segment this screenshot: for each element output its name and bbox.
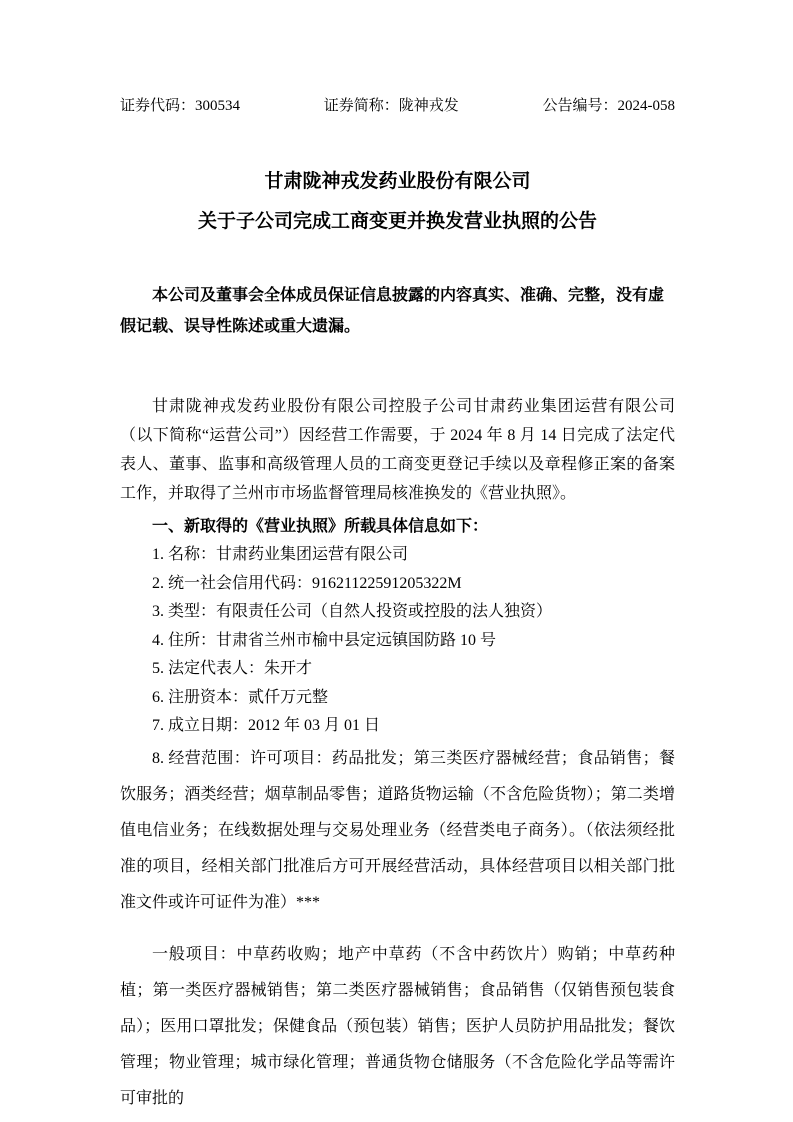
license-item-establishment-date: 7. 成立日期：2012 年 03 月 01 日 — [152, 717, 381, 734]
license-item-business-scope: 8. 经营范围：许可项目：药品批发；第三类医疗器械经营；食品销售；餐饮服务；酒类经营；烟草制品零售；道路货物运输（不含危险货物）；第二类增值电信业务；在线数据处理与交易处理业务（经营类电子商务）。（依法须经批准的项目，经相关部门批准后方可开展经营活动，具体经营项目以相关部门批准文件或许可证件为准）*** — [120, 749, 675, 911]
license-item-credit-code: 2. 统一社会信用代码：91621122591205322M — [152, 574, 462, 592]
document-header — [120, 96, 675, 116]
stock-abbr: 证券简称：陇神戎发 — [323, 98, 459, 114]
license-item-address: 4. 住所：甘肃省兰州市榆中县定远镇国防路 10 号 — [152, 631, 497, 649]
title-line-1: 甘肃陇神戎发药业股份有限公司 — [264, 171, 531, 192]
license-item-registered-capital: 6. 注册资本：贰仟万元整 — [152, 688, 329, 706]
license-item-type: 3. 类型：有限责任公司（自然人投资或控股的法人独资） — [152, 603, 553, 620]
document-title — [120, 162, 675, 242]
disclosure-statement: 本公司及董事会全体成员保证信息披露的内容真实、准确、完整，没有虚假记载、误导性陈述或重大遗漏。 — [120, 287, 665, 335]
announcement-number: 公告编号：2024-058 — [542, 98, 675, 114]
general-projects-paragraph: 一般项目：中草药收购；地产中草药（不含中药饮片）购销；中草药种植；第一类医疗器械销售；第二类医疗器械销售；食品销售（仅销售预包装食品）；医用口罩批发；保健食品（预包装）销售；医护人员防护用品批发；餐饮管理；物业管理；城市绿化管理；普通货物仓储服务（不含危险化学品等需许可审批的 — [120, 945, 675, 1107]
stock-code: 证券代码：300534 — [120, 98, 241, 114]
license-item-name: 1. 名称：甘肃药业集团运营有限公司 — [152, 546, 409, 563]
title-line-2: 关于子公司完成工商变更并换发营业执照的公告 — [197, 211, 597, 232]
intro-paragraph: 甘肃陇神戎发药业股份有限公司控股子公司甘肃药业集团运营有限公司（以下简称“运营公司”）因经营工作需要，于 2024 年 8 月 14 日完成了法定代表人、董事、监事和高级管理人员的工商变更登记手续以及章程修正案的备案工作，并取得了兰州市市场监督管理局核准换发的《营业执照》。 — [120, 398, 675, 502]
license-item-legal-representative: 5. 法定代表人：朱开才 — [152, 660, 313, 677]
section-1-heading: 一、新取得的《营业执照》所载具体信息如下： — [152, 518, 489, 535]
